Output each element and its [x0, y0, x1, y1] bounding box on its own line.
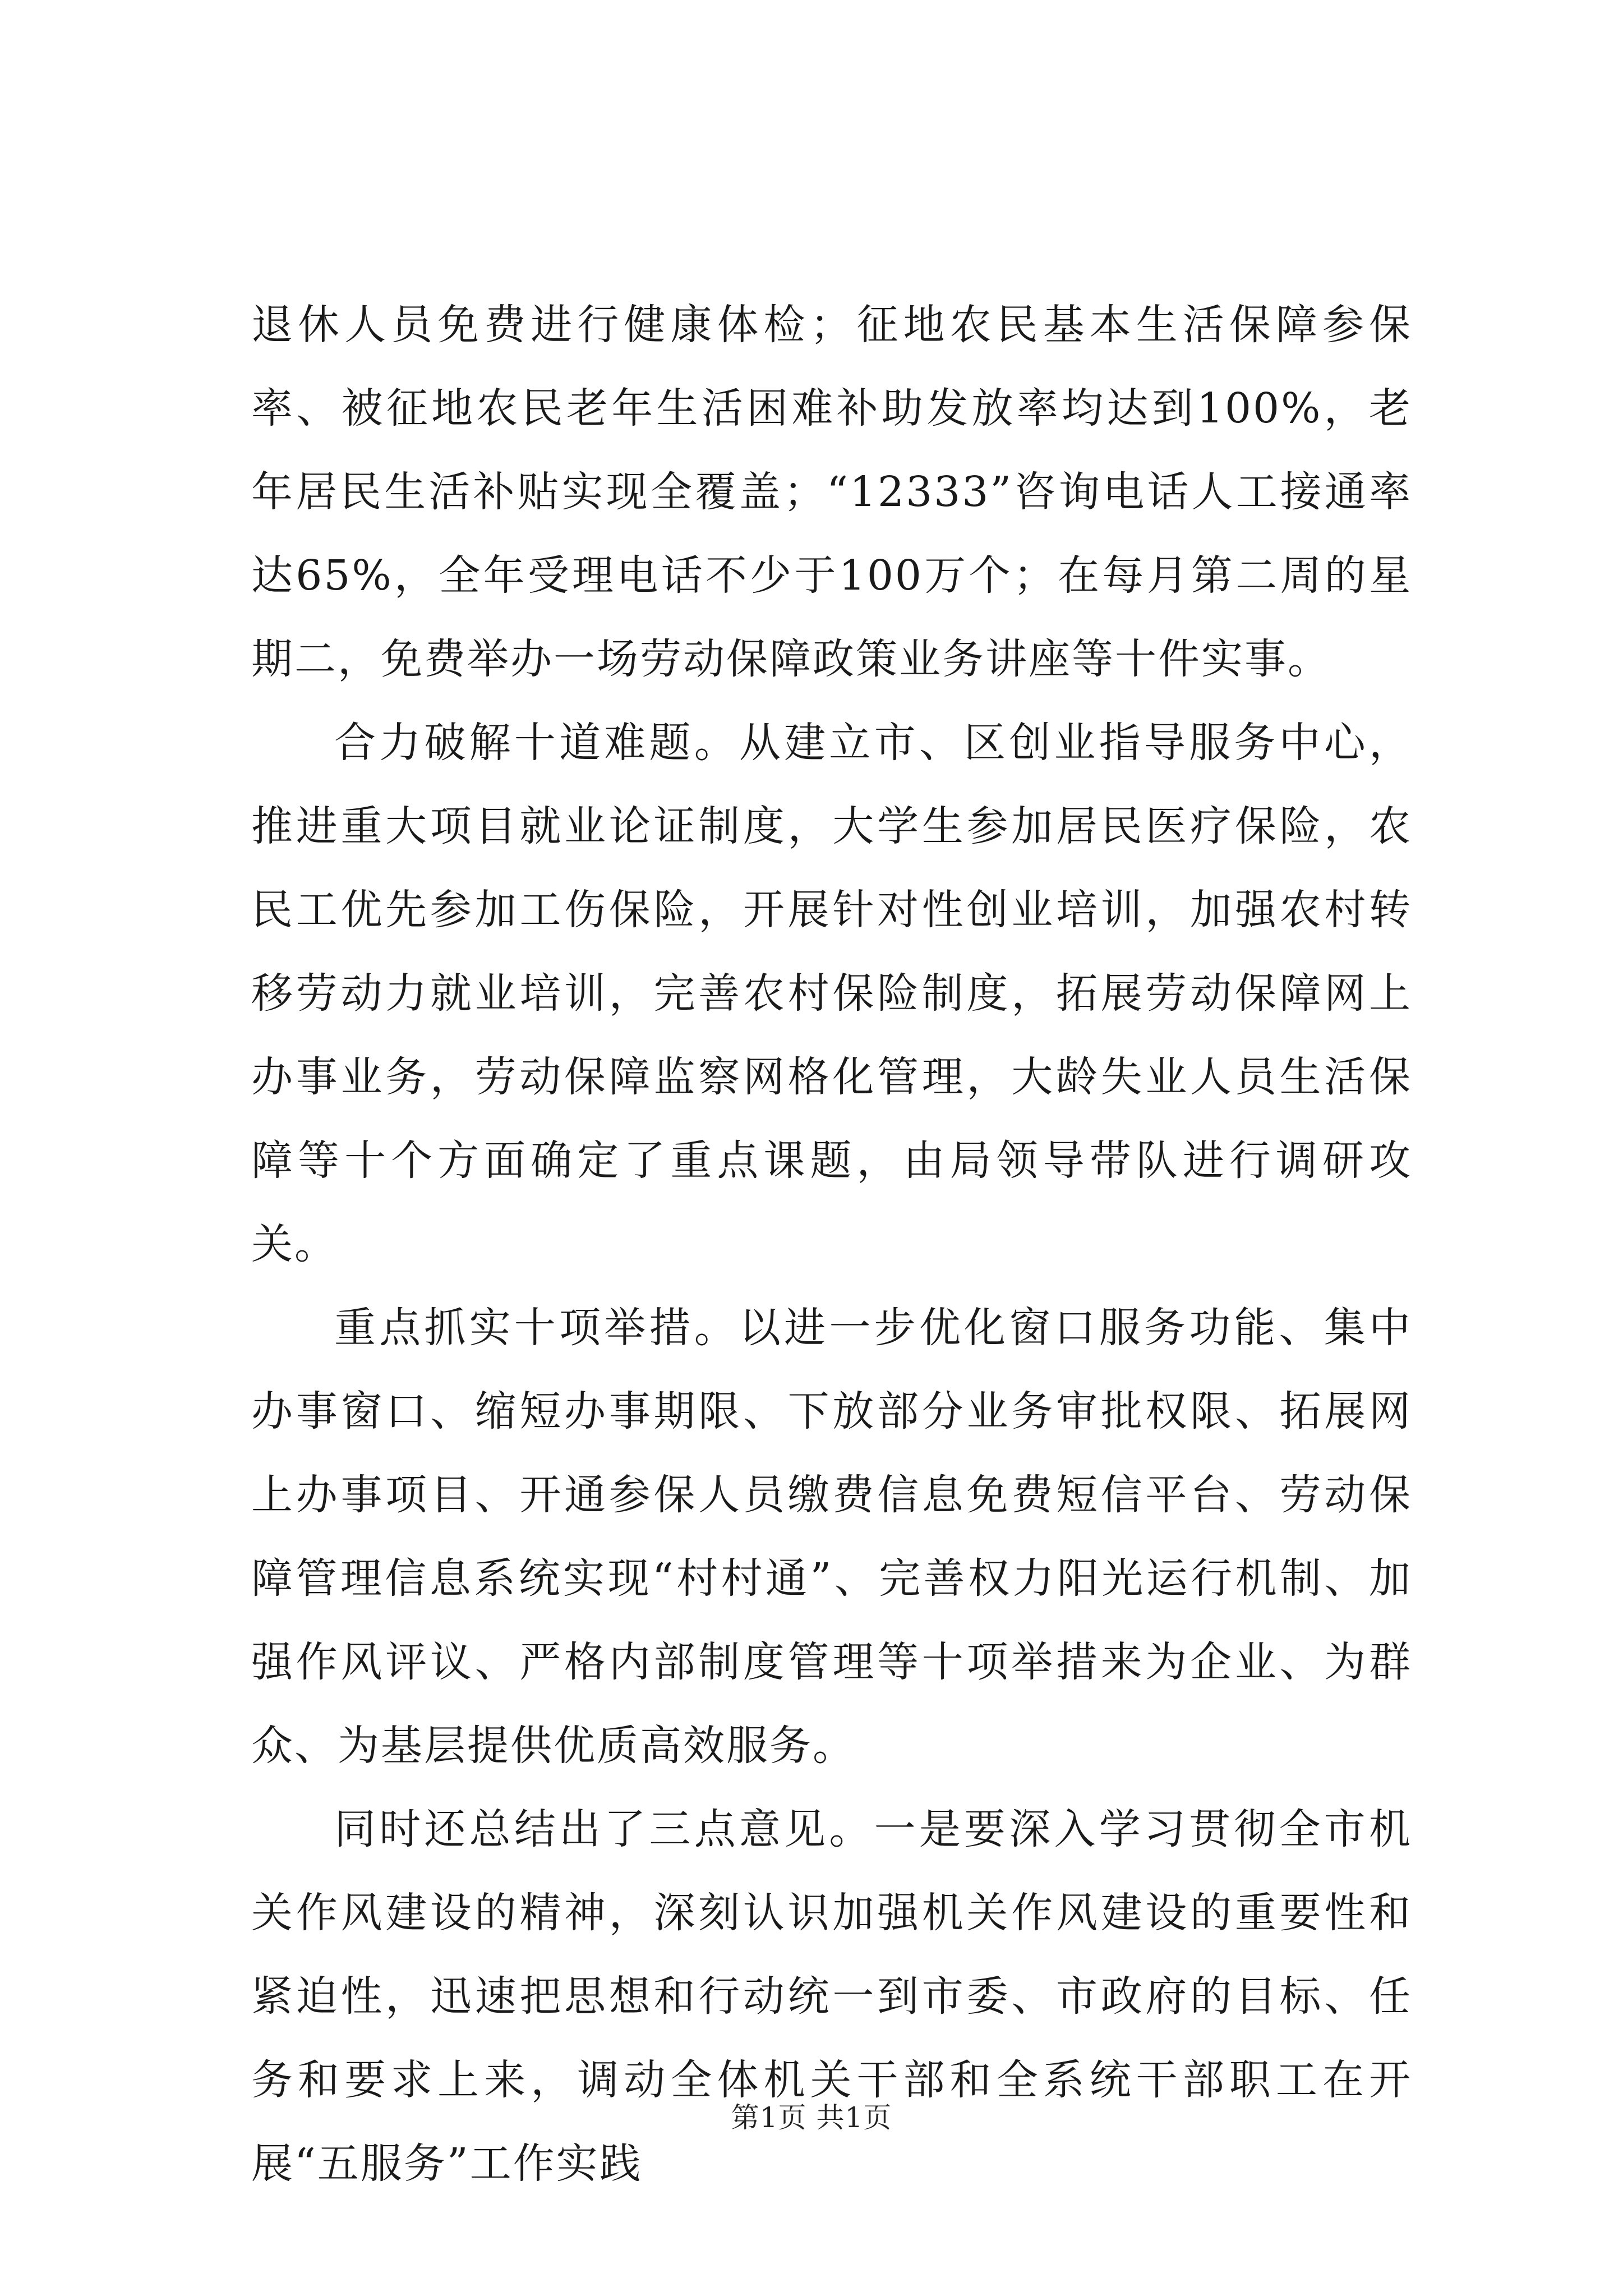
page-footer: 第1页 共1页 — [731, 2101, 892, 2134]
document-body — [251, 283, 1412, 2206]
paragraph-4: 同时还总结出了三点意见。一是要深入学习贯彻全市机关作风建设的精神，深刻认识加强机关作风建设的重要性和紧迫性，迅速把思想和行动统一到市委、市政府的目标、任务和要求上来，调动全体机关干部和全系统干部职工在开展“五服务”工作实践 — [251, 1805, 1412, 2188]
paragraph-2: 合力破解十道难题。从建立市、区创业指导服务中心，推进重大项目就业论证制度，大学生参加居民医疗保险，农民工优先参加工伤保险，开展针对性创业培训，加强农村转移劳动力就业培训，完善农村保险制度，拓展劳动保障网上办事业务，劳动保障监察网格化管理，大龄失业人员生活保障等十个方面确定了重点课题，由局领导带队进行调研攻关。 — [251, 719, 1412, 1268]
paragraph-3: 重点抓实十项举措。以进一步优化窗口服务功能、集中办事窗口、缩短办事期限、下放部分业务审批权限、拓展网上办事项目、开通参保人员缴费信息免费短信平台、劳动保障管理信息系统实现“村村通”、完善权力阳光运行机制、加强作风评议、严格内部制度管理等十项举措来为企业、为群众、为基层提供优质高效服务。 — [251, 1304, 1412, 1770]
paragraph-1: 退休人员免费进行健康体检；征地农民基本生活保障参保率、被征地农民老年生活困难补助发放率均达到100%，老年居民生活补贴实现全覆盖；“12333”咨询电话人工接通率达65%，全年受理电话不少于100万个；在每月第二周的星期二，免费举办一场劳动保障政策业务讲座等十件实事。 — [251, 301, 1412, 683]
